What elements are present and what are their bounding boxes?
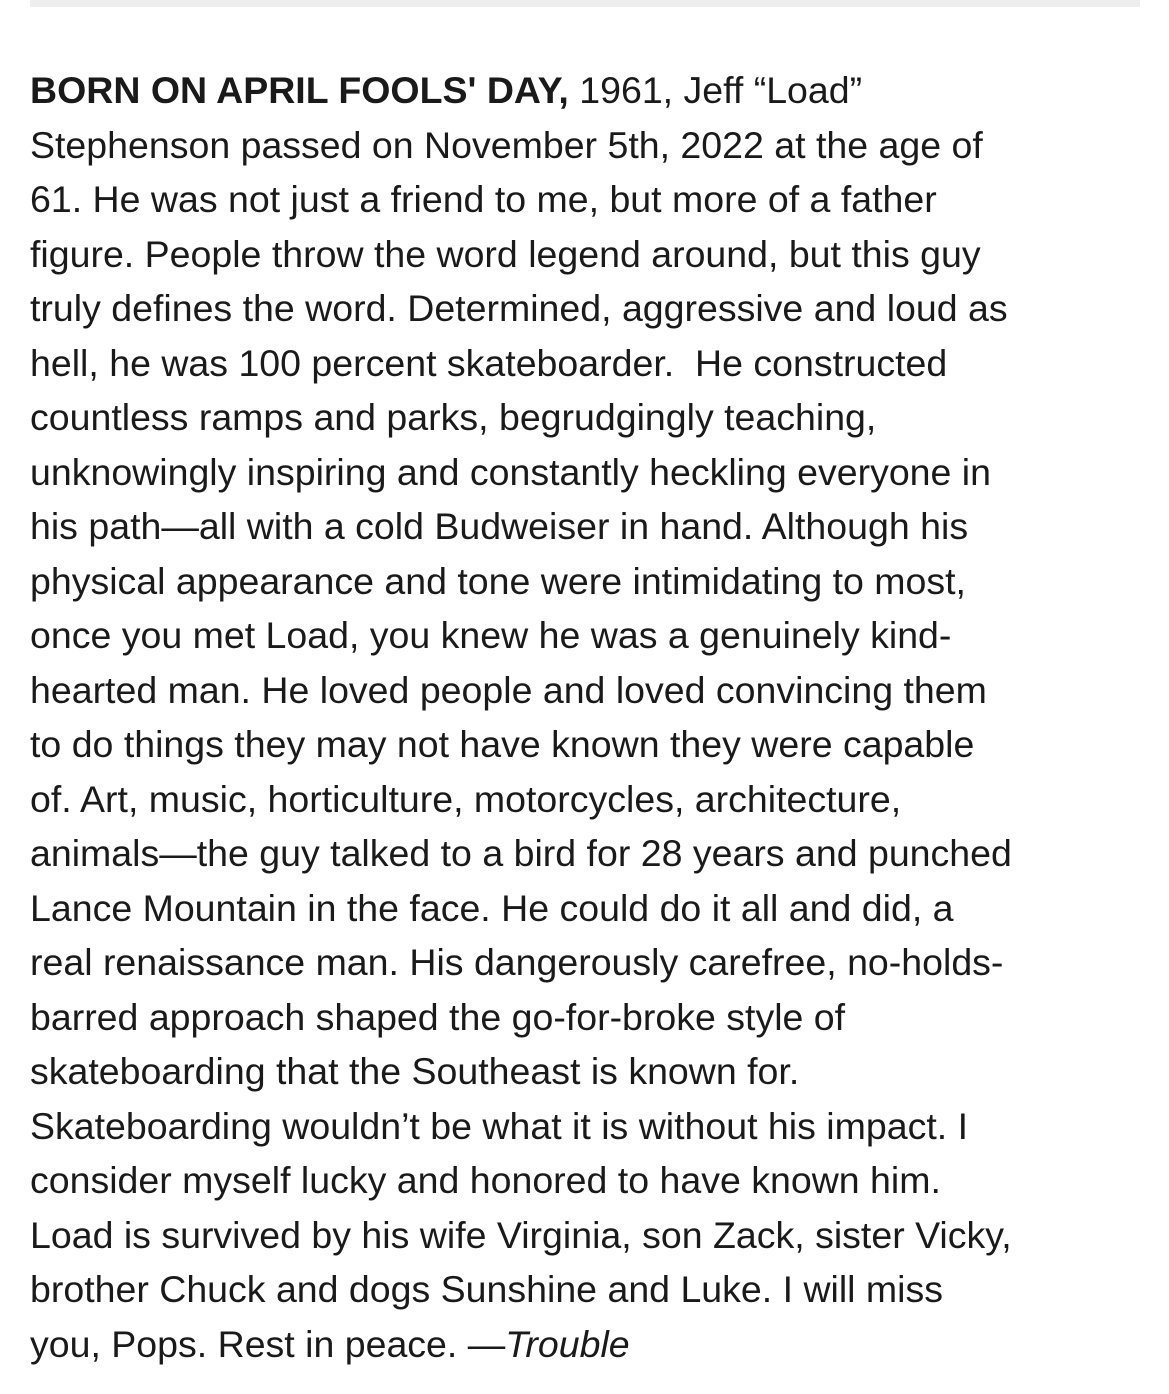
article-line: Skateboarding wouldn’t be what it is without his impact. I — [30, 1104, 968, 1147]
article-line: of. Art, music, horticulture, motorcycles, architecture, — [30, 777, 902, 820]
article-closing-text: you, Pops. Rest in peace. — — [30, 1322, 506, 1365]
article-line: Stephenson passed on November 5th, 2022 at the age of — [30, 123, 983, 166]
article-line: Lance Mountain in the face. He could do it all and did, a — [30, 886, 954, 929]
author-signature: Trouble — [505, 1322, 630, 1365]
article-line: hearted man. He loved people and loved convincing them — [30, 668, 987, 711]
article-line: hell, he was 100 percent skateboarder. He constructed — [30, 341, 948, 384]
top-divider — [30, 0, 1140, 7]
article-line: animals—the guy talked to a bird for 28 years and punched — [30, 832, 1012, 874]
article-line: once you met Load, you knew he was a genuinely kind- — [30, 614, 952, 656]
article-line: his path—all with a cold Budweiser in hand. Although his — [30, 505, 969, 547]
article-line: skateboarding that the Southeast is known for. — [30, 1050, 800, 1092]
obituary-article — [30, 63, 1140, 1371]
article-line-1-text: 1961, Jeff “Load” — [568, 69, 863, 111]
article-line: barred approach shaped the go-for-broke style of — [30, 995, 846, 1038]
article-line-1 — [30, 63, 1140, 118]
article-line: unknowingly inspiring and constantly heckling everyone in — [30, 450, 991, 493]
article-line: brother Chuck and dogs Sunshine and Luke. I will miss — [30, 1268, 944, 1310]
article-lede: BORN ON APRIL FOOLS' DAY, — [30, 69, 569, 111]
article-line: 61. He was not just a friend to me, but more of a father — [30, 178, 937, 220]
article-line: to do things they may not have known they were capable — [30, 723, 975, 765]
article-line: real renaissance man. His dangerously carefree, no-holds- — [30, 941, 1004, 983]
article-line: Load is survived by his wife Virginia, son Zack, sister Vicky, — [30, 1213, 1012, 1256]
article-line: physical appearance and tone were intimidating to most, — [30, 559, 966, 602]
article-line: consider myself lucky and honored to have known him. — [30, 1159, 941, 1201]
article-line: countless ramps and parks, begrudgingly teaching, — [30, 396, 877, 438]
article-line: figure. People throw the word legend around, but this guy — [30, 232, 981, 275]
article-line: truly defines the word. Determined, aggressive and loud as — [30, 287, 1008, 329]
article-line-last — [30, 1317, 1140, 1372]
